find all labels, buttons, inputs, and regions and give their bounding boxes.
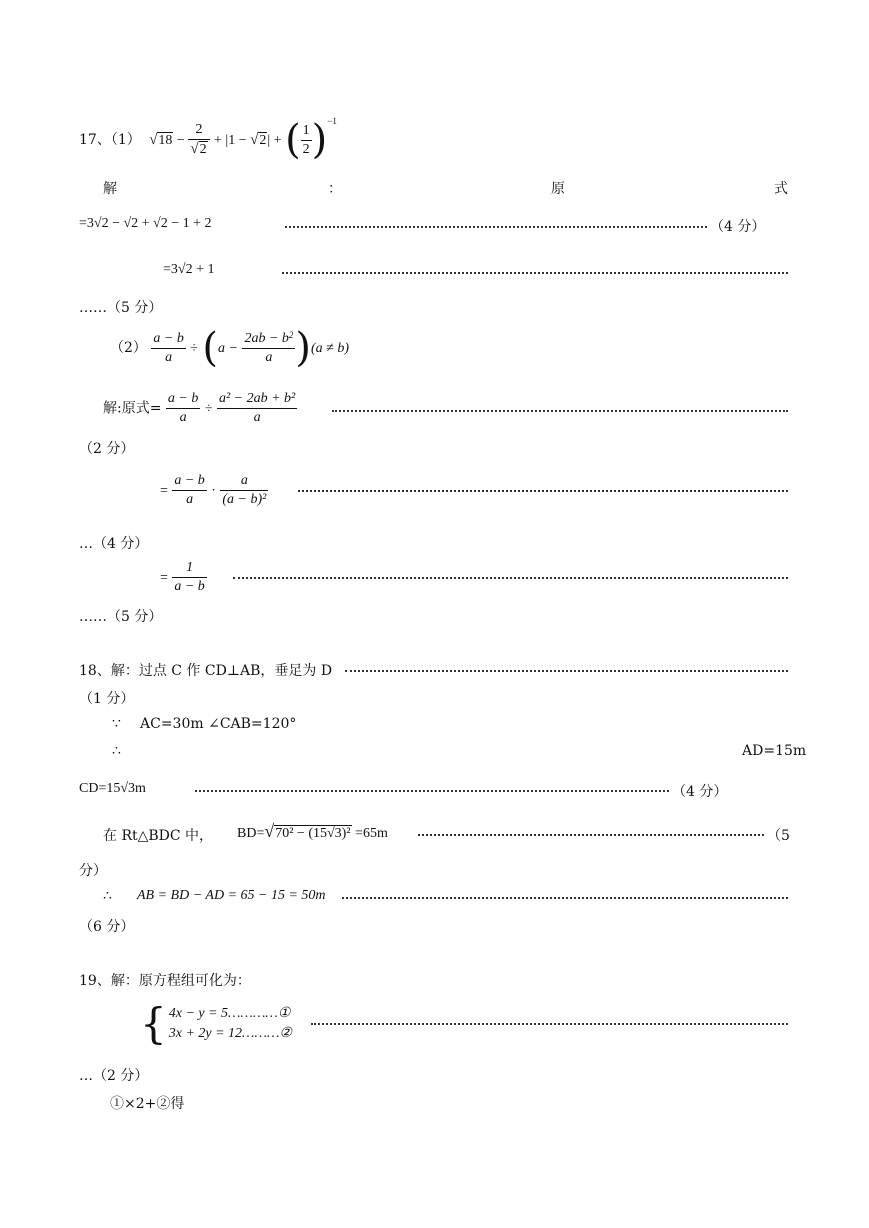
step2: =3√2 + 1: [163, 262, 215, 277]
sol-label-b: ：: [328, 181, 342, 197]
sol3-score: …（4 分）: [79, 536, 149, 552]
step2-score: ……（5 分）: [79, 300, 163, 316]
sol-label-c: 原: [551, 181, 565, 197]
q18-ad: AD=15m: [742, 743, 807, 759]
abs-expr: 1 −: [228, 133, 251, 148]
leader-dots: [233, 577, 788, 579]
q18-given: AC=30m ∠CAB=120°: [140, 716, 297, 732]
q17-part2: （2） $\frac{a - b}{a}$ ÷ (a − $\frac{2ab - b^2}{a}$ )(a ≠ b): [110, 325, 350, 371]
leader-dots: [311, 1023, 788, 1025]
q18-ab: AB = BD − AD = 65 − 15 = 50m: [137, 888, 326, 903]
step1: =3√2 − √2 + √2 − 1 + 2: [79, 216, 212, 231]
leader-dots: [282, 272, 788, 274]
equation-system: { 4x − y = 5…………① 3x + 2y = 12………②: [140, 999, 292, 1048]
leader-dots: [332, 410, 788, 412]
sol4-score: ……（5 分）: [79, 609, 163, 625]
leader-dots: [285, 226, 707, 228]
q19-line1: 19、解：原方程组可化为：: [79, 973, 251, 989]
therefore-symbol: ∴: [103, 888, 112, 904]
q18-line1: 18、解：过点 C 作 CD⊥AB，垂足为 D: [79, 663, 333, 679]
q18-line1-score: （1 分）: [79, 691, 135, 707]
frac-2ab-b2-over-a: $\frac{2ab - b^2}{a}$: [244, 329, 294, 365]
equation-2: 3x + 2y = 12………②: [168, 1026, 292, 1041]
leader-dots: [342, 897, 788, 899]
sol2-score: （2 分）: [79, 441, 135, 457]
leader-dots: [345, 670, 788, 672]
sol-label-a: 解: [103, 181, 117, 197]
q18-bd: BD=√70² − (15√3)² =65m: [237, 821, 388, 841]
q18-bd-score-a: （5: [767, 828, 790, 844]
therefore-symbol: ∴: [112, 743, 121, 759]
condition: (a ≠ b): [311, 341, 350, 356]
q19-score: …（2 分）: [79, 1068, 149, 1084]
step1-score: （4 分）: [710, 219, 766, 235]
leader-dots: [195, 790, 669, 792]
frac-amb-over-a: $\frac{a - b}{a}$: [153, 330, 184, 365]
leader-dots: [298, 490, 788, 492]
sol4-expr: = $\frac{1}{a - b}$: [160, 560, 205, 594]
q19-next: ①×2+②得: [110, 1096, 185, 1112]
sol-label-d: 式: [774, 181, 788, 197]
because-symbol: ∵: [112, 716, 121, 732]
expr-sqrt18: √18: [149, 132, 173, 148]
q17-label: 17、（1）: [79, 132, 141, 148]
q18-cd-score: （4 分）: [672, 784, 728, 800]
q17-part1: 17、（1） √18 − $\frac{2}{√2}$ + |1 − √2| + ( $\frac{1}{2}$ )$^{-1}$: [79, 116, 337, 163]
leader-dots: [418, 834, 764, 836]
sol3-expr: = $\frac{a - b}{a}$ · $\frac{a}{\text{(a − b)²}}$: [160, 473, 267, 507]
exponent: −1: [327, 116, 337, 126]
q18-rt: 在 Rt△BDC 中，: [103, 828, 214, 844]
frac-half: $\frac{1}{2}$: [302, 122, 310, 157]
q18-ab-score: （6 分）: [79, 919, 135, 935]
q18-cd: CD=15√3m: [79, 781, 146, 796]
q18-bd-score-b: 分）: [79, 863, 107, 879]
frac-2-over-sqrt2: $\frac{2}{√2}$: [188, 121, 209, 159]
sol2-expr: 解:原式= $\frac{a - b}{a}$ ÷ $\frac{\text{a² − 2ab + b²}}{a}$: [103, 391, 296, 425]
equation-1: 4x − y = 5…………①: [168, 1006, 291, 1021]
